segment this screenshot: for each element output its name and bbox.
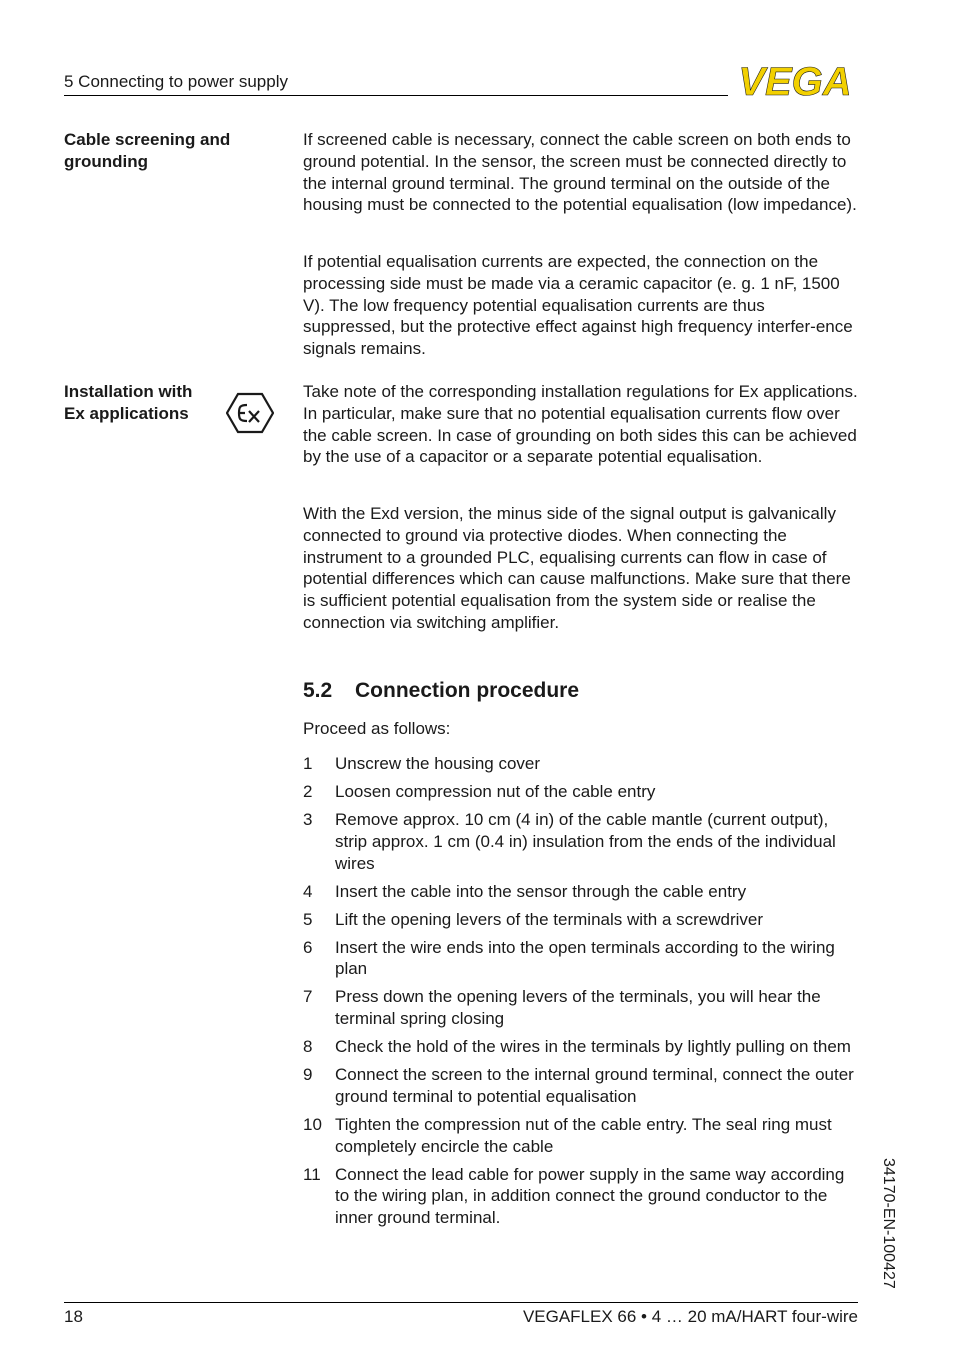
paragraph-text: If screened cable is necessary, connect the cable screen on both ends to ground potential. In the sensor, the screen must be connected directly to the internal ground terminal. The ground terminal on the outside of the housing must be connected to the potential equalisation (low impedance).: [303, 130, 857, 215]
step-text: Connect the lead cable for power supply in the same way according to the wiring plan, in addition connect the ground conductor to the inner ground terminal.: [335, 1164, 845, 1228]
paragraph-text: Take note of the corresponding installation regulations for Ex applications. In particular, make sure that no potential equalisation currents flow over the cable screen. In case of grounding on both sides this can be achieved by the use of a capacitor or a separate potential equalisation.: [303, 382, 858, 467]
list-item: [303, 1164, 863, 1229]
paragraph: [303, 251, 859, 360]
list-item: [303, 809, 863, 874]
step-number: 4: [303, 881, 313, 901]
step-text: Tighten the compression nut of the cable entry. The seal ring must completely encircle the cable: [335, 1114, 832, 1156]
side-label-line: Ex applications: [64, 404, 189, 423]
step-number: 5: [303, 909, 313, 929]
procedure-steps: [303, 753, 863, 1235]
ex-icon: [226, 392, 274, 434]
side-label-cable-screening: [64, 129, 294, 173]
step-number: 8: [303, 1037, 313, 1057]
step-text: Check the hold of the wires in the terminals by lightly pulling on them: [335, 1037, 851, 1057]
list-item: [303, 1036, 863, 1058]
step-text: Insert the cable into the sensor through the cable entry: [335, 881, 747, 901]
step-text: Lift the opening levers of the terminals with a screwdriver: [335, 909, 764, 929]
step-number: 3: [303, 809, 313, 829]
step-number: 6: [303, 937, 313, 957]
paragraph-text: With the Exd version, the minus side of the signal output is galvanically connected to ground via protective diodes. When connecting the instrument to a grounded PLC, equalising currents can flow in case of potential differences which can cause malfunctions. Make sure that there is sufficient potential equalisation from the system side or realise the connection via switching amplifier.: [303, 504, 851, 632]
section-heading: [303, 677, 579, 705]
paragraph-text: If potential equalisation currents are expected, the connection on the processing side must be made via a ceramic capacitor (e. g. 1 nF, 1500 V). The low frequency potential equalisation currents are thus suppressed, but the protective effect against high frequency interfer-ence signals remains.: [303, 252, 853, 359]
section-intro: Proceed as follows:: [303, 719, 451, 738]
side-label-line: grounding: [64, 152, 149, 171]
footer-rule: [64, 1302, 858, 1303]
step-text: Insert the wire ends into the open terminals according to the wiring plan: [335, 937, 835, 979]
list-item: [303, 909, 863, 931]
step-text: Remove approx. 10 cm (4 in) of the cable mantle (current output), strip approx. 1 cm (0.4 in) insulation from the ends of the individual wires: [335, 809, 836, 873]
running-header: 5 Connecting to power supply: [64, 72, 288, 91]
step-number: 11: [303, 1164, 321, 1184]
side-label-line: Installation with: [64, 382, 193, 401]
list-item: [303, 1114, 863, 1158]
list-item: [303, 781, 863, 803]
side-label-line: Cable screening and: [64, 130, 231, 149]
step-number: 1: [303, 754, 313, 773]
step-text: Unscrew the housing cover: [335, 754, 541, 773]
list-item: [303, 881, 863, 903]
step-text: Connect the screen to the internal ground terminal, connect the outer ground terminal to potential equalisation: [335, 1065, 854, 1106]
paragraph: [303, 503, 859, 634]
step-text: Press down the opening levers of the terminals, you will hear the terminal spring closing: [335, 987, 821, 1029]
document-id: 34170-EN-100427: [880, 1158, 897, 1289]
list-item: [303, 937, 863, 981]
step-text: Loosen compression nut of the cable entry: [335, 781, 656, 801]
list-item: [303, 1064, 863, 1108]
paragraph: [303, 381, 859, 468]
section-title: Connection procedure: [355, 679, 580, 702]
step-number: 2: [303, 781, 313, 801]
footer-title: VEGAFLEX 66 • 4 … 20 mA/HART four-wire: [522, 1307, 858, 1326]
list-item: [303, 753, 863, 775]
section-number: 5.2: [303, 679, 333, 702]
step-number: 7: [303, 987, 313, 1007]
header-rule: [64, 95, 728, 96]
step-number: 9: [303, 1065, 313, 1085]
paragraph: [303, 129, 859, 216]
vega-logo: [733, 62, 858, 100]
logo-text: VEGA: [738, 62, 852, 100]
list-item: [303, 986, 863, 1030]
step-number: 10: [303, 1114, 322, 1134]
page-number: 18: [64, 1307, 83, 1326]
